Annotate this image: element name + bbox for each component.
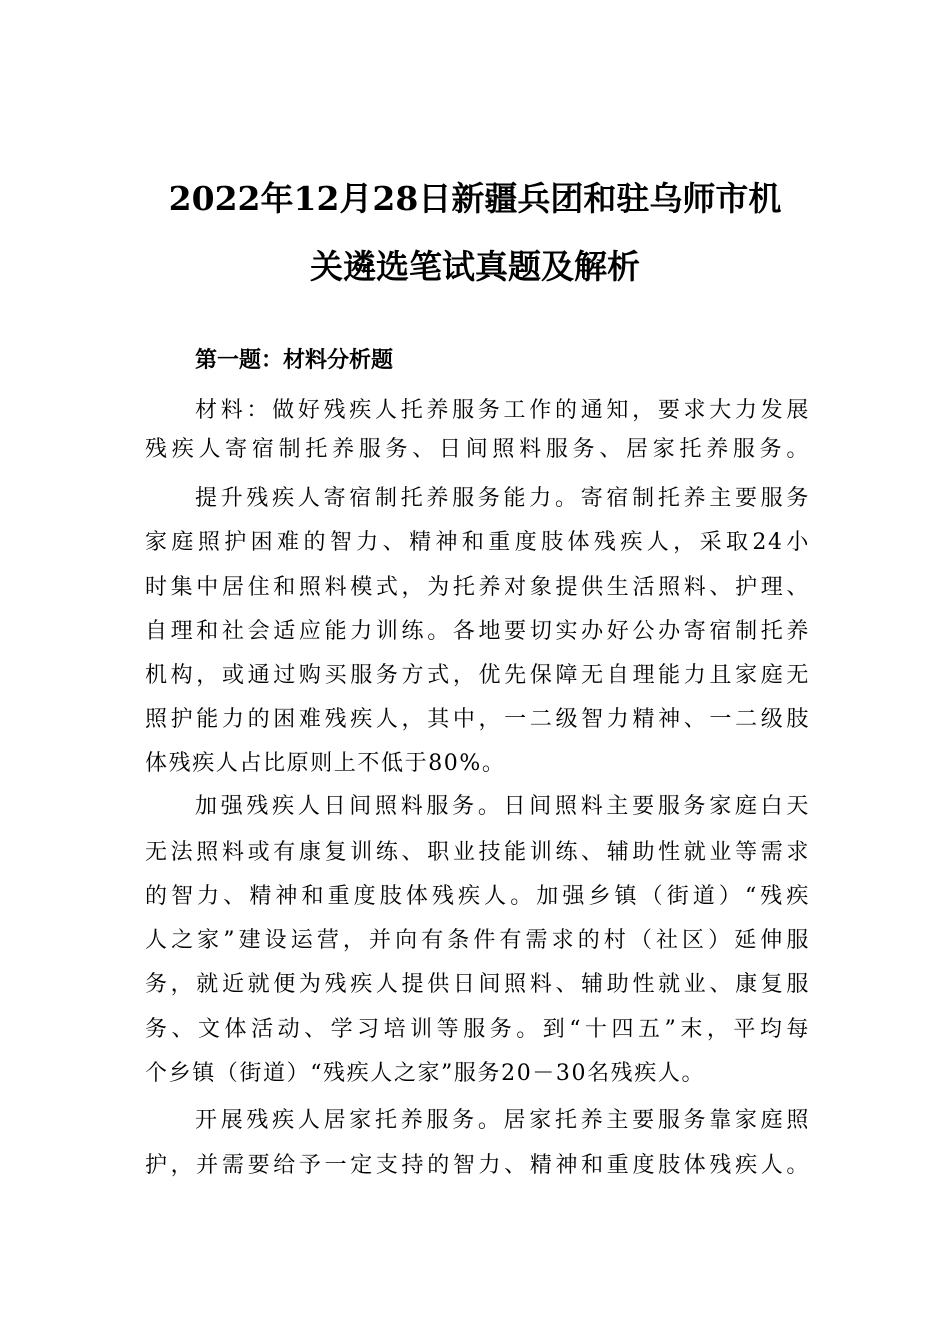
section-heading: 第一题：材料分析题 xyxy=(195,347,394,373)
paragraph-line: 加强残疾人日间照料服务。日间照料主要服务家庭白天 xyxy=(195,794,810,819)
paragraph-line: 体残疾人占比原则上不低于80%。 xyxy=(145,751,506,776)
paragraph-line: 时集中居住和照料模式，为托养对象提供生活照料、护理、 xyxy=(145,575,810,600)
document-title-line-1: 2022年12月28日新疆兵团和驻乌师市机 xyxy=(168,179,782,218)
paragraph-line: 材料：做好残疾人托养服务工作的通知，要求大力发展 xyxy=(195,398,810,423)
paragraph-line: 无法照料或有康复训练、职业技能训练、辅助性就业等需求 xyxy=(145,840,810,865)
paragraph-line: 务，就近就便为残疾人提供日间照料、辅助性就业、康复服 xyxy=(145,972,810,997)
paragraph-line: 残疾人寄宿制托养服务、日间照料服务、居家托养服务。 xyxy=(145,437,810,462)
paragraph-line: 个乡镇（街道）“残疾人之家”服务20－30名残疾人。 xyxy=(145,1061,706,1086)
paragraph-line: 自理和社会适应能力训练。各地要切实办好公办寄宿制托养 xyxy=(145,619,810,644)
paragraph-line: 开展残疾人居家托养服务。居家托养主要服务靠家庭照 xyxy=(195,1108,810,1133)
document-title-line-2: 关遴选笔试真题及解析 xyxy=(310,247,640,286)
paragraph-line: 照护能力的困难残疾人，其中，一二级智力精神、一二级肢 xyxy=(145,707,810,732)
paragraph-line: 务、文体活动、学习培训等服务。到“十四五”末，平均每 xyxy=(145,1017,810,1042)
paragraph-line: 家庭照护困难的智力、精神和重度肢体残疾人，采取24小 xyxy=(145,530,810,555)
paragraph-line: 护，并需要给予一定支持的智力、精神和重度肢体残疾人。 xyxy=(145,1153,810,1178)
paragraph-line: 人之家”建设运营，并向有条件有需求的村（社区）延伸服 xyxy=(145,928,810,953)
paragraph-line: 的智力、精神和重度肢体残疾人。加强乡镇（街道）“残疾 xyxy=(145,884,810,909)
paragraph-line: 提升残疾人寄宿制托养服务能力。寄宿制托养主要服务 xyxy=(195,486,810,511)
paragraph-line: 机构，或通过购买服务方式，优先保障无自理能力且家庭无 xyxy=(145,663,810,688)
